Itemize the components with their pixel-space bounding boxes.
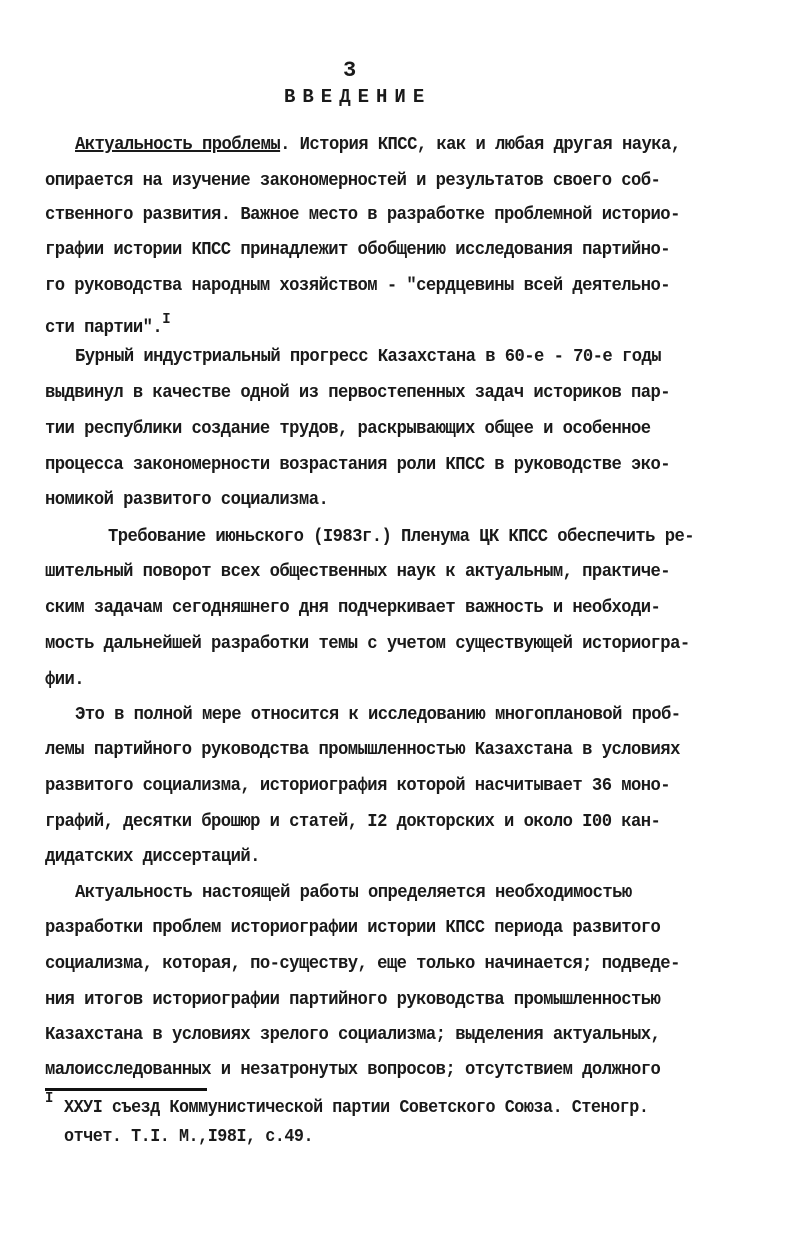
text-line: номикой развитого социализма. [45, 489, 329, 510]
section-heading: ВВЕДЕНИЕ [284, 86, 432, 108]
text-line: выдвинул в качестве одной из первостепенных задач историков пар- [45, 382, 671, 403]
text-line: лемы партийного руководства промышленностью Казахстана в условиях [45, 739, 680, 760]
text-line: Это в полной мере относится к исследованию многоплановой проб- [75, 704, 681, 725]
text-line: Бурный индустриальный прогресс Казахстана в 60-е - 70-е годы [75, 346, 662, 367]
underlined-lead: Актуальность проблемы [75, 134, 281, 155]
footnote-marker: I [45, 1090, 53, 1107]
footnote-line: ХХУI съезд Коммунистической партии Советского Союза. Стеногр. [64, 1098, 649, 1118]
text-line: тии республики создание трудов, раскрывающих общее и особенное [45, 418, 651, 439]
text-line: развитого социализма, историография которой насчитывает 36 моно- [45, 775, 671, 796]
text-line: шительный поворот всех общественных наук к актуальным, практиче- [45, 561, 671, 582]
text-line: го руководства народным хозяйством - "сердцевины всей деятельно- [45, 275, 671, 296]
text-line: фии. [45, 669, 85, 690]
text-line: мость дальнейшей разработки темы с учетом существующей историогра- [45, 633, 690, 654]
text-line: сти партии".$^I$ [45, 311, 171, 338]
text-line: дидатских диссертаций. [45, 846, 260, 867]
footnote-divider [45, 1088, 207, 1091]
text-line: процесса закономерности возрастания роли КПСС в руководстве эко- [45, 454, 671, 475]
text-line: малоисследованных и незатронутых вопросов; отсутствием должного [45, 1059, 661, 1080]
text-line: Актуальность проблемы. История КПСС, как и любая другая наука, [75, 134, 681, 155]
text-line: графий, десятки брошюр и статей, I2 докторских и около I00 кан- [45, 811, 661, 832]
text-line: социализма, которая, по-существу, еще только начинается; подведе- [45, 953, 680, 974]
text-line: опирается на изучение закономерностей и результатов своего соб- [45, 170, 661, 191]
text-line: Требование июньского (I983г.) Пленума ЦК КПСС обеспечить ре- [108, 526, 695, 547]
text-line: Актуальность настоящей работы определяется необходимостью [75, 882, 632, 903]
text-line: ским задачам сегодняшнего дня подчеркивает важность и необходи- [45, 597, 661, 618]
text-line: ственного развития. Важное место в разработке проблемной историо- [45, 204, 680, 225]
text-line: Казахстана в условиях зрелого социализма; выделения актуальных, [45, 1024, 661, 1045]
text-line: графии истории КПСС принадлежит обобщению исследования партийно- [45, 239, 671, 260]
footnote-reference: I [162, 311, 171, 328]
page-number: 3 [343, 58, 357, 83]
text-line: ния итогов историографии партийного руководства промышленностью [45, 989, 661, 1010]
text-line: разработки проблем историографии истории КПСС периода развитого [45, 917, 661, 938]
footnote-line: отчет. Т.I. М.,I98I, с.49. [64, 1127, 314, 1147]
